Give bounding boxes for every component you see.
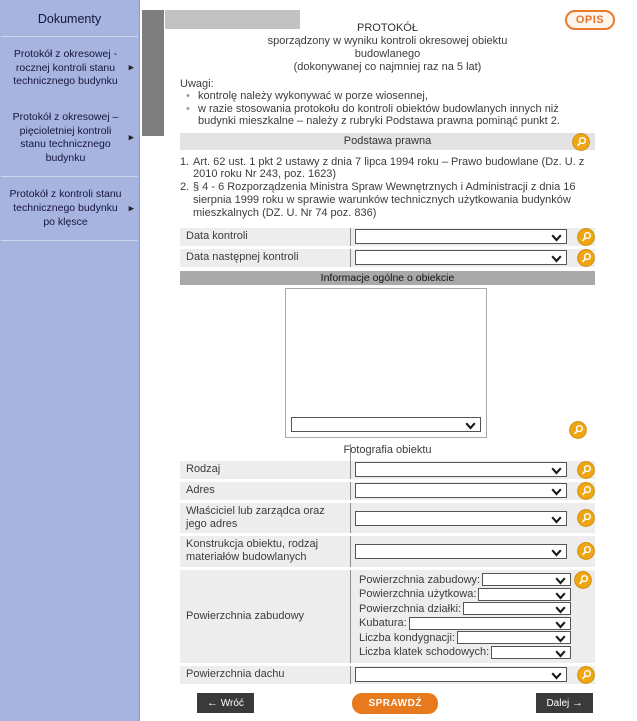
left-arrow-icon: ← <box>207 697 218 710</box>
photo-select[interactable] <box>291 417 481 432</box>
powierzchnia-dachu-row <box>180 666 595 684</box>
legal-basis-text: Art. 62 ust. 1 pkt 2 ustawy z dnia 7 lipca 1994 roku – Prawo budowlane (Dz. U. z 2010 roku Nr 243, poz. 1623) <box>193 155 585 181</box>
chevron-down-icon <box>555 576 566 588</box>
konstrukcja-row <box>180 536 595 566</box>
liczba-kondygnacji-subrow <box>359 631 571 646</box>
back-button-label: Wróć <box>220 698 244 710</box>
subfield-label: Powierzchnia działki: <box>359 602 462 615</box>
protocol-title: PROTOKÓŁ <box>357 22 418 34</box>
magnifier-icon[interactable] <box>577 461 595 479</box>
liczba-klatek-select[interactable] <box>491 646 571 659</box>
uwagi-bullet <box>186 90 595 102</box>
uwagi-bullet-text: kontrolę należy wykonywać w porze wiosennej, <box>198 90 428 103</box>
submenu-arrow-icon: ▶ <box>128 64 134 72</box>
wlasciciel-row <box>180 503 595 533</box>
bullet-icon: • <box>186 90 190 103</box>
powierzchnia-zabudowy-select[interactable] <box>482 573 571 586</box>
wlasciciel-select[interactable] <box>355 511 567 526</box>
field-cell <box>350 482 572 500</box>
chevron-down-icon <box>465 421 476 433</box>
field-label: Rodzaj <box>186 463 221 476</box>
uwagi-bullet-text: w razie stosowania protokołu do kontroli obiektów budowlanych innych niż budynki mieszkalne – należy z rubryki Podstawa prawna pominąć punkt 2. <box>198 102 560 128</box>
field-label: Konstrukcja obiektu, rodzaj materiałów budowlanych <box>186 538 319 564</box>
magnifier-icon[interactable] <box>574 571 592 589</box>
informacje-ogolne-header: Informacje ogólne o obiekcie <box>180 271 595 285</box>
powierzchnia-zabudowy-section <box>180 570 595 663</box>
uwagi-label: Uwagi: <box>180 78 214 91</box>
sidebar-title: Dokumenty <box>37 12 102 26</box>
konstrukcja-select[interactable] <box>355 544 567 559</box>
liczba-klatek-subrow <box>359 645 571 660</box>
main-content <box>180 14 595 714</box>
footer-buttons <box>180 693 595 714</box>
chevron-down-icon <box>555 620 566 632</box>
sidebar-item-label: Protokół z okresowej - rocznej kontroli stanu technicznego budynku <box>13 48 118 88</box>
protocol-subtitle: sporządzony w wyniku kontroli okresowej obiektu budowlanego <box>267 35 508 60</box>
podstawa-prawna-section <box>180 133 595 150</box>
subfield-label: Liczba kondygnacji: <box>359 631 456 644</box>
field-cell <box>350 249 572 267</box>
sidebar-item-label: Protokół z okresowej – pięcioletniej kontroli stanu technicznego budynku <box>12 110 119 164</box>
chevron-down-icon <box>551 548 562 560</box>
powierzchnia-uzytkowa-subrow <box>359 587 571 602</box>
chevron-down-icon <box>551 487 562 499</box>
photo-caption-row <box>180 444 595 458</box>
chevron-down-icon <box>555 591 566 603</box>
back-button[interactable] <box>197 693 254 713</box>
magnifier-icon[interactable] <box>577 482 595 500</box>
photo-caption: Fotografia obiektu <box>343 443 432 456</box>
powierzchnia-dzialki-select[interactable] <box>463 602 571 615</box>
chevron-down-icon <box>551 671 562 683</box>
field-cell <box>350 461 572 479</box>
next-button-label: Dalej <box>546 698 570 710</box>
data-kontroli-row <box>180 228 595 246</box>
chevron-down-icon <box>555 649 566 661</box>
kubatura-subrow <box>359 616 571 631</box>
chevron-down-icon <box>551 254 562 266</box>
check-button[interactable]: SPRAWDŹ <box>352 693 438 714</box>
rodzaj-select[interactable] <box>355 462 567 477</box>
magnifier-icon[interactable] <box>577 228 595 246</box>
powierzchnia-dachu-select[interactable] <box>355 667 567 682</box>
field-label: Powierzchnia dachu <box>186 668 285 680</box>
submenu-arrow-icon: ▶ <box>128 134 134 142</box>
liczba-kondygnacji-select[interactable] <box>457 631 571 644</box>
field-label: Właściciel lub zarządca oraz jego adres <box>186 504 325 531</box>
protocol-subtitle-note: (dokonywanej co najmniej raz na 5 lat) <box>293 61 482 74</box>
legal-basis-item <box>180 156 595 182</box>
uwagi-bullet <box>186 103 595 128</box>
opis-button[interactable]: OPIS <box>565 10 615 30</box>
legal-basis-item <box>180 181 595 220</box>
chevron-down-icon <box>555 634 566 646</box>
data-kontroli-select[interactable] <box>355 229 567 244</box>
decorative-shadow-strip <box>142 10 164 136</box>
bullet-icon: • <box>186 102 190 115</box>
right-arrow-icon: → <box>572 697 584 710</box>
chevron-down-icon <box>555 605 566 617</box>
legal-basis-list <box>180 156 595 220</box>
legal-basis-text: § 4 - 6 Rozporządzenia Ministra Spraw Wewnętrznych i Administracji z dnia 16 sierpnia 1999 roku w sprawie warunków technicznych użytkowania budynków mieszkalnych (DZ. U. Nr 74 poz. 836) <box>193 181 576 219</box>
podstawa-prawna-header: Podstawa prawna <box>180 133 595 150</box>
chevron-down-icon <box>551 233 562 245</box>
magnifier-icon[interactable] <box>577 542 595 560</box>
sidebar-item-protokol-piecioletnia-kontrola[interactable] <box>0 100 139 177</box>
magnifier-icon[interactable] <box>569 421 587 439</box>
submenu-arrow-icon: ▶ <box>128 205 134 213</box>
subfield-label: Liczba klatek schodowych: <box>359 646 490 659</box>
kubatura-select[interactable] <box>409 617 571 630</box>
sidebar-divider <box>1 240 138 241</box>
list-number: 2. <box>180 181 190 194</box>
date-rows <box>180 228 595 267</box>
adres-select[interactable] <box>355 483 567 498</box>
data-nastepnej-kontroli-select[interactable] <box>355 250 567 265</box>
next-button[interactable] <box>536 693 593 713</box>
photo-area <box>180 288 595 444</box>
area-subfields <box>350 570 595 663</box>
field-cell <box>350 503 572 533</box>
subfield-label: Powierzchnia zabudowy: <box>359 573 481 586</box>
sidebar-item-protokol-po-klesce[interactable] <box>0 177 139 240</box>
powierzchnia-dzialki-subrow <box>359 602 571 617</box>
magnifier-icon[interactable] <box>577 666 595 684</box>
magnifier-icon[interactable] <box>577 249 595 267</box>
photo-box <box>285 288 487 438</box>
list-number: 1. <box>180 155 190 168</box>
field-label: Adres <box>186 484 215 497</box>
data-nastepnej-kontroli-row <box>180 249 595 267</box>
sidebar <box>0 0 140 721</box>
adres-row <box>180 482 595 500</box>
field-label: Data następnej kontroli <box>186 251 299 264</box>
field-label: Powierzchnia zabudowy <box>186 610 305 623</box>
field-cell <box>350 536 572 566</box>
field-cell <box>350 666 572 684</box>
sidebar-item-protokol-roczna-kontrola[interactable] <box>0 37 139 100</box>
subfield-label: Powierzchnia użytkowa: <box>359 588 477 601</box>
magnifier-icon[interactable] <box>577 509 595 527</box>
chevron-down-icon <box>551 466 562 478</box>
subfield-label: Kubatura: <box>359 617 407 630</box>
sidebar-item-label: Protokół z kontroli stanu technicznego budynku po klęsce <box>9 188 122 228</box>
magnifier-icon[interactable] <box>572 133 590 151</box>
rodzaj-row <box>180 461 595 479</box>
powierzchnia-zabudowy-subrow <box>359 573 571 588</box>
field-cell <box>350 228 572 246</box>
powierzchnia-uzytkowa-select[interactable] <box>478 588 571 601</box>
field-label: Data kontroli <box>186 230 248 243</box>
chevron-down-icon <box>551 515 562 527</box>
